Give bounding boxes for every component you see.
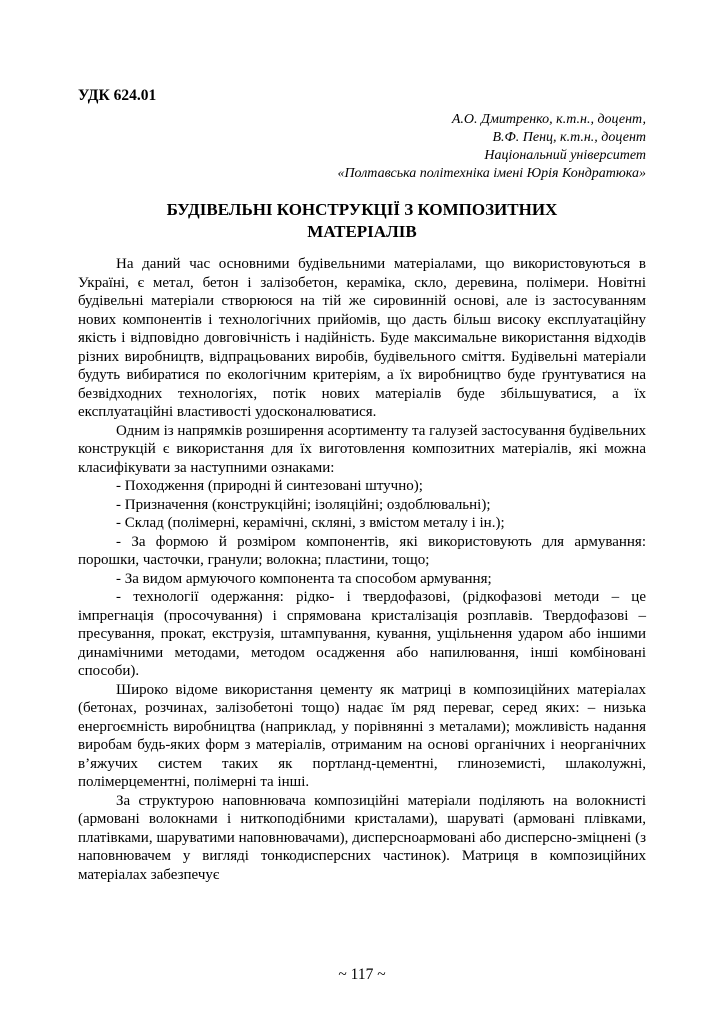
list-item: - Склад (полімерні, керамічні, скляні, з вмістом металу і ін.); bbox=[116, 515, 505, 531]
body-paragraph: Одним із напрямків розширення асортименту та галузей застосування будівельних конструкцій є використання для їх виготовлення композитних матеріалів, які можна класифікувати за наступними ознаками: bbox=[78, 422, 647, 476]
list-item: - Походження (природні й синтезовані штучно); bbox=[116, 478, 423, 494]
affiliation-line: Національний університет bbox=[484, 148, 646, 163]
paper-body bbox=[78, 255, 646, 884]
paper-title-line: МАТЕРІАЛІВ bbox=[307, 222, 417, 241]
body-paragraph: На даний час основними будівельними матеріалами, що використовуються в Україні, є метал, бетон і залізобетон, кераміка, скло, деревина, полімери. Новітні будівельні матеріали створююся на тій же сировинній основі, але із застосуванням нових компонентів і технологічних прийомів, що дасть більш високу експлуатаційну якість і відповідно довговічність і надійність. Буде максимальне використання відходів різних виробництв, відпрацьованих виробів, будівельного сміття. Будівельні матеріали будуть вибиратися по екологічним критеріям, а їх виробництво буде ґрунтуватися на безвідходних технологіях, потік нових матеріалів буде збільшуватися, а їх експлуатаційні властивості удосконалюватися. bbox=[78, 256, 646, 420]
authors-block bbox=[78, 111, 646, 183]
body-paragraph: За структурою наповнювача композиційні матеріали поділяють на волокнисті (армовані волокнами і ниткоподібними кристалами), шаруваті (армовані плівками, платівками, шаруватими наповнювачами), дисперсноармовані або дисперсно-зміцнені (з наповнювачем у вигляді тонкодисперсних частинок). Матриця в композиційних матеріалах забезпечує bbox=[78, 792, 646, 883]
author-line: А.О. Дмитренко, к.т.н., доцент, bbox=[451, 112, 646, 127]
affiliation-line: «Полтавська політехніка імені Юрія Кондратюка» bbox=[337, 166, 646, 181]
list-item: - За видом армуючого компонента та способом армування; bbox=[116, 570, 492, 587]
list-item: - За формою й розміром компонентів, які використовують для армування: порошки, часточки, гранули; волокна; пластини, тощо; bbox=[78, 533, 646, 568]
page-number: ~ 117 ~ bbox=[338, 966, 386, 983]
paper-title-line: БУДІВЕЛЬНІ КОНСТРУКЦІЇ З КОМПОЗИТНИХ bbox=[166, 200, 558, 219]
author-line: В.Ф. Пенц, к.т.н., доцент bbox=[492, 130, 646, 145]
body-paragraph: Широко відоме використання цементу як матриці в композиційних матеріалах (бетонах, розчинах, залізобетоні тощо) надає їм ряд переваг, серед яких: – низька енергоємність виробництва (наприклад, у порівнянні з металами); можливість надання виробам будь-яких форм з матеріалів, отриманим на основі органічних і неорганічних в’яжучих систем таких як портланд-цементні, глиноземисті, шлаколужні, полімерцементні, полімерні та інші. bbox=[78, 681, 646, 790]
paper-title bbox=[78, 199, 646, 243]
udk-code: УДК 624.01 bbox=[78, 87, 157, 104]
list-item: - технології одержання: рідко- і твердофазові, (рідкофазові методи – це імпрегнація (просочування) і спрямована кристалізація розплавів. Твердофазові – пресування, прокат, екструзія, штампування, кування, ущільнення ударом або іншими динамічними методами, методом осадження або напилювання, інші комбіновані способи). bbox=[78, 589, 646, 679]
list-item: - Призначення (конструкційні; ізоляційні; оздоблювальні); bbox=[116, 496, 491, 513]
